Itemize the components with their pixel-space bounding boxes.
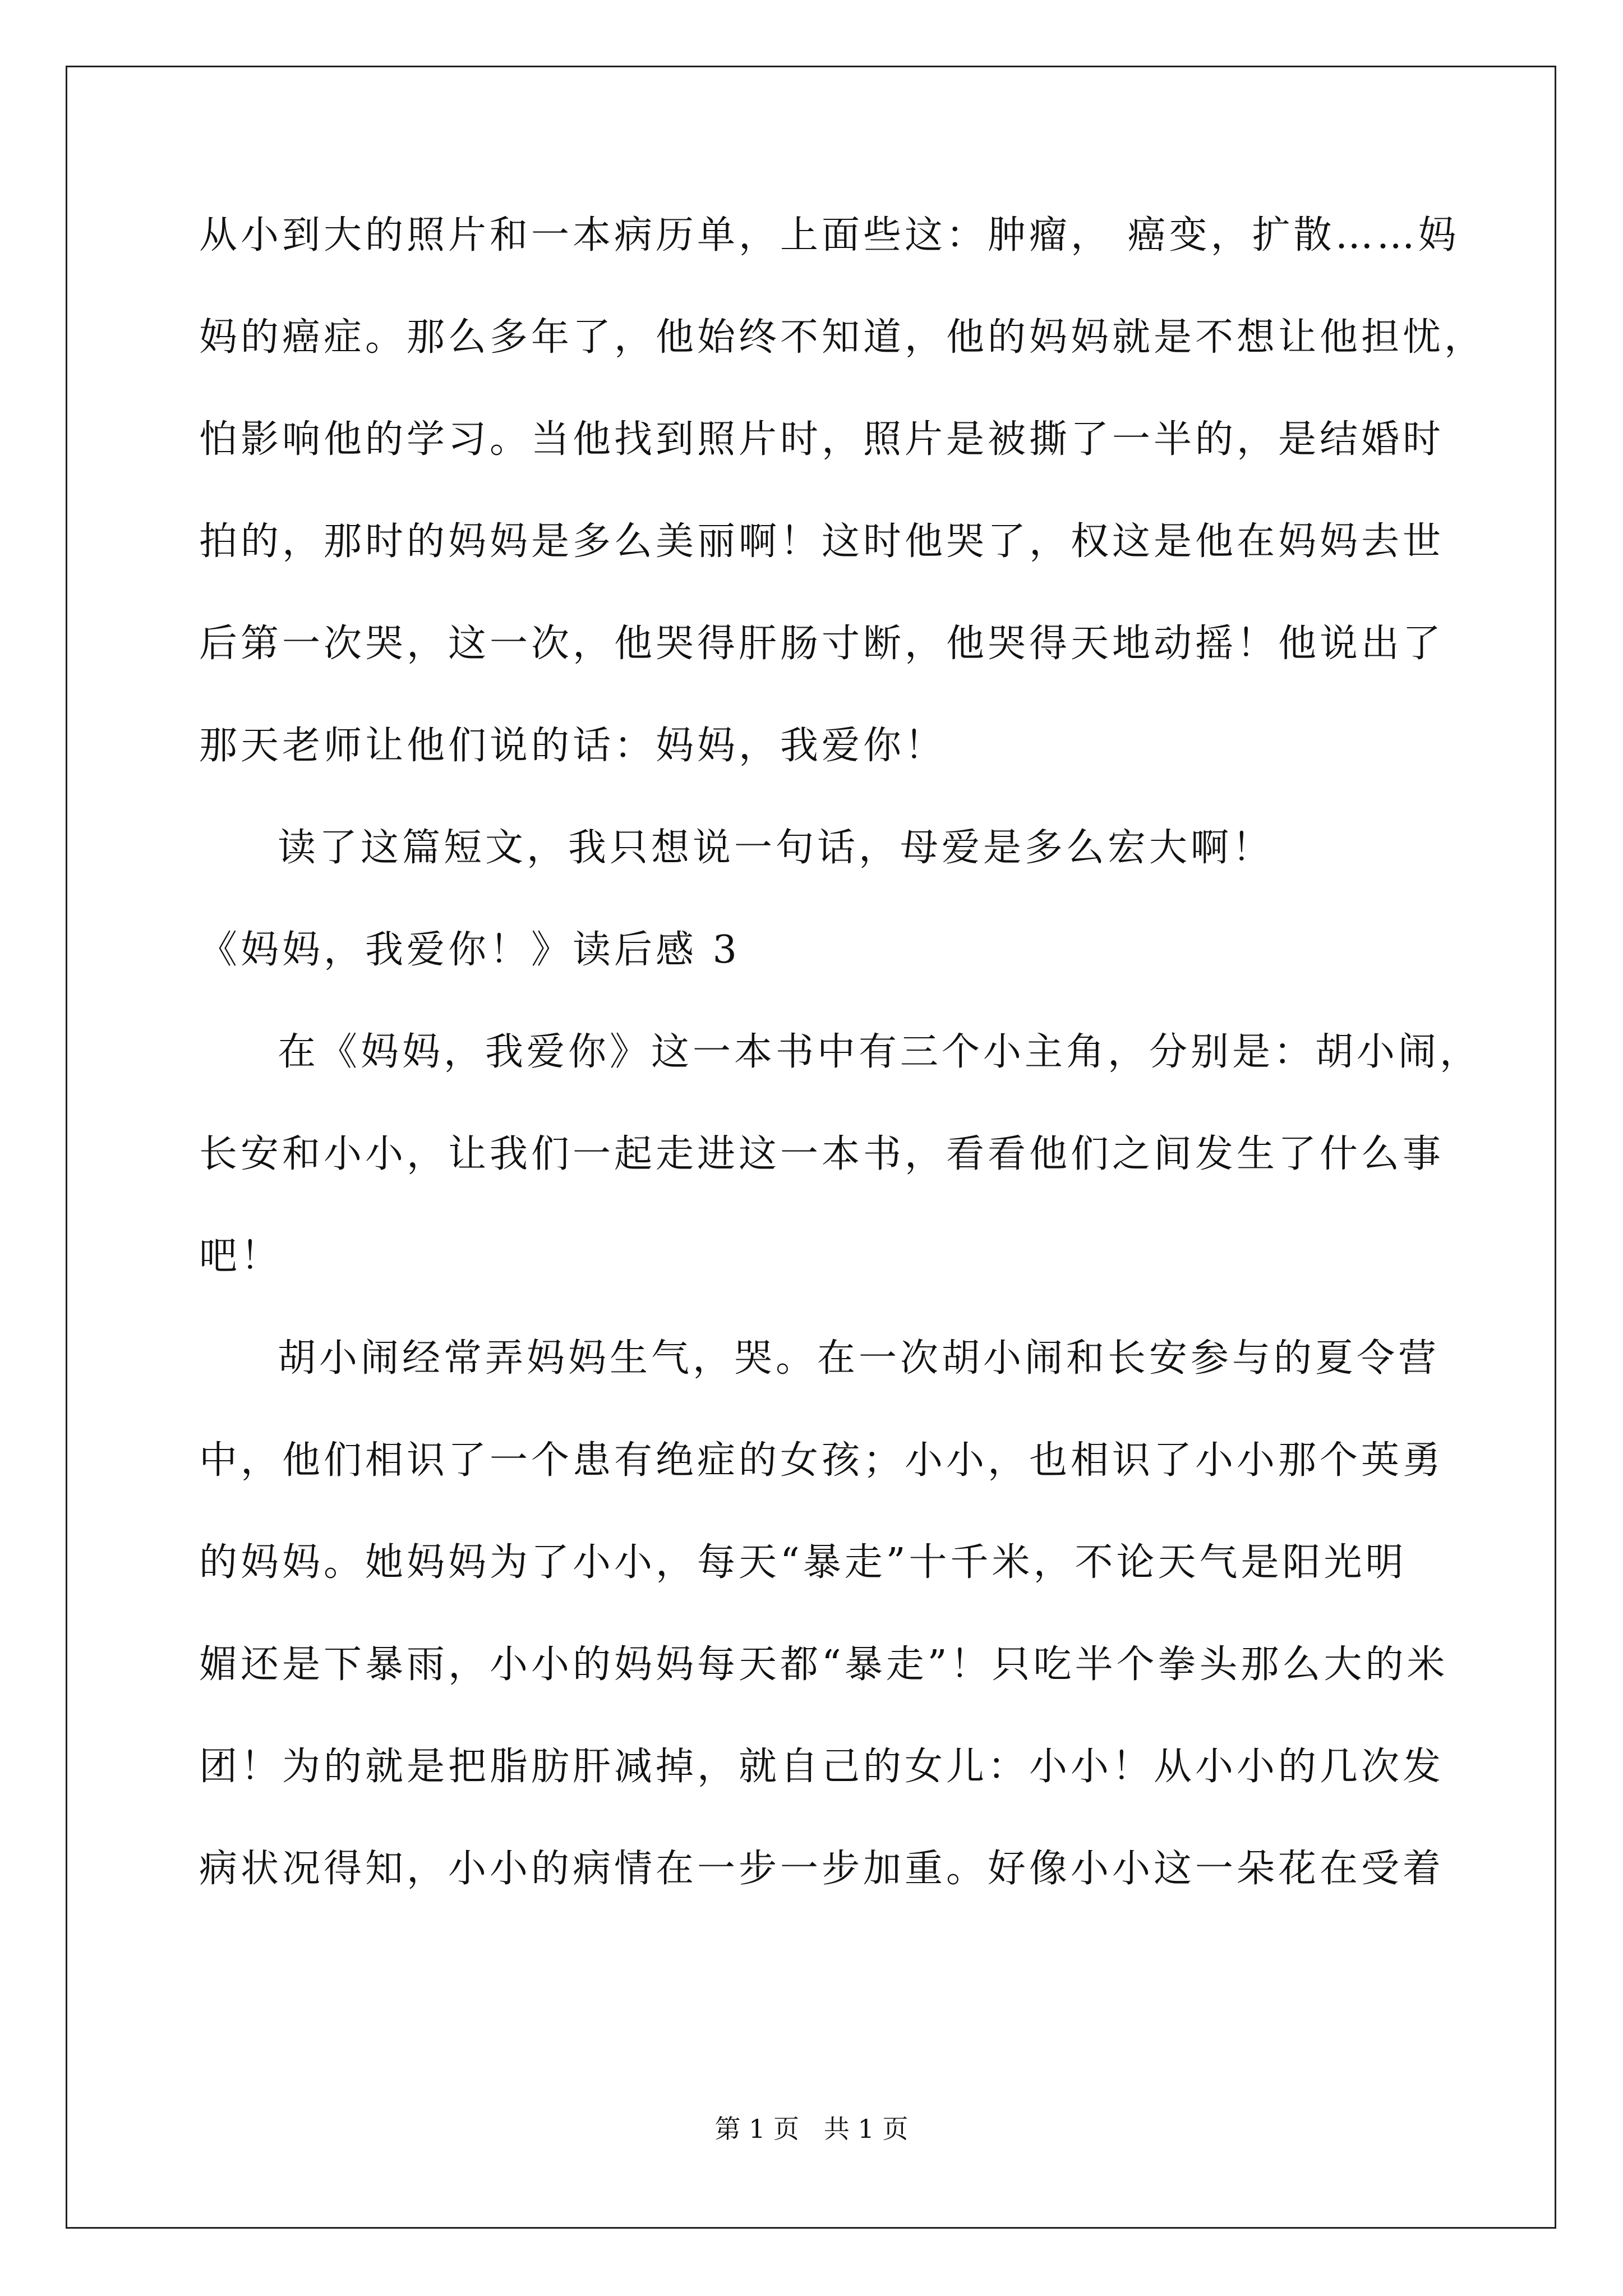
text-line: 病状况得知，小小的病情在一步一步加重。好像小小这一朵花在受着 <box>199 1847 1445 1891</box>
text-line: 媚还是下暴雨，小小的妈妈每天都“暴走”！只吃半个拳头那么大的米 <box>199 1642 1449 1687</box>
paragraph-line: 胡小闹经常弄妈妈生气，哭。在一次胡小闹和长安参与的夏令营 <box>278 1336 1440 1381</box>
text-line: 妈的癌症。那么多年了，他始终不知道，他的妈妈就是不想让他担忧， <box>199 315 1486 360</box>
text-line: 怕影响他的学习。当他找到照片时，照片是被撕了一半的，是结婚时 <box>199 417 1445 462</box>
section-title: 《妈妈，我爱你！》读后感 3 <box>199 928 740 972</box>
paragraph-line: 在《妈妈，我爱你》这一本书中有三个小主角，分别是：胡小闹， <box>278 1030 1482 1074</box>
text-line: 那天老师让他们说的话：妈妈，我爱你！ <box>199 724 947 768</box>
text-line: 的妈妈。她妈妈为了小小，每天“暴走”十千米，不论天气是阳光明 <box>199 1540 1407 1585</box>
text-line: 长安和小小，让我们一起走进这一本书，看看他们之间发生了什么事 <box>199 1132 1445 1176</box>
document-body <box>199 213 1486 1949</box>
paragraph-line: 读了这篇短文，我只想说一句话，母爱是多么宏大啊！ <box>278 826 1274 870</box>
text-line: 拍的，那时的妈妈是多么美丽啊！这时他哭了，权这是他在妈妈去世 <box>199 519 1445 564</box>
text-line: 后第一次哭，这一次，他哭得肝肠寸断，他哭得天地动摇！他说出了 <box>199 622 1445 666</box>
text-line: 吧！ <box>199 1234 283 1278</box>
page-footer: 第 1 页 共 1 页 <box>714 2114 909 2144</box>
text-line: 从小到大的照片和一本病历单，上面些这：肿瘤， 癌变，扩散……妈 <box>199 213 1460 257</box>
text-line: 中，他们相识了一个患有绝症的女孩；小小，也相识了小小那个英勇 <box>199 1438 1445 1483</box>
text-line: 团！为的就是把脂肪肝减掉，就自己的女儿：小小！从小小的几次发 <box>199 1745 1445 1789</box>
